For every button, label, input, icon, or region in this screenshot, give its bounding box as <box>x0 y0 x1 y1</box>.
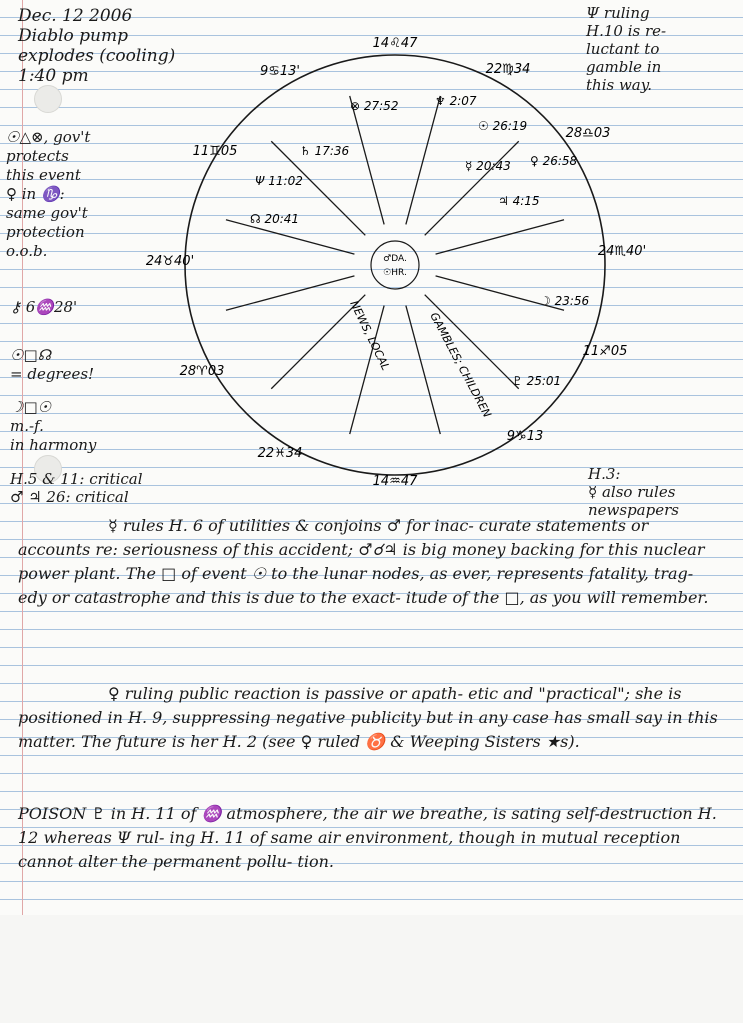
bottom-left-note: H.5 & 11: critical ♂ ♃ 26: critical <box>10 470 143 506</box>
left-note-square-nodes: ☉□☊ = degrees! <box>10 346 95 383</box>
house-spoke <box>350 96 384 224</box>
house-cusp-label: 28♎03 <box>565 126 611 141</box>
house-spoke <box>406 96 440 224</box>
left-note-chiron: ⚷ 6♒28' <box>10 298 78 316</box>
planet-label: ♃ 4:15 <box>498 194 540 208</box>
planet-label: ♀ 26:58 <box>530 154 578 168</box>
header-line3: explodes (cooling) <box>18 46 176 66</box>
left-note-protection: ☉△⊗, gov't protects this event ♀ in ♑: same gov't protection o.o.b. <box>6 128 91 260</box>
binder-hole-top <box>34 85 62 113</box>
center-label-line2: ☉HR. <box>383 268 407 278</box>
paragraph-2: ♀ ruling public reaction is passive or apath- etic and "practical"; she is positioned in H. 9, suppressing negative publicity but in any case has small say in this matter. The future is her H. 2 (see ♀ ruled ♉ & Weeping Sisters ★s). <box>18 684 718 751</box>
house-cusp-label: 14♌47 <box>372 36 418 51</box>
planet-label: ☿ 20:43 <box>465 159 511 173</box>
page-bottom-margin <box>0 915 743 1023</box>
header-right-note: Ψ ruling H.10 is re- luctant to gamble in this way. <box>586 4 667 94</box>
house-cusp-label: 28♈03 <box>179 364 225 379</box>
planet-label: ♄ 17:36 <box>300 144 350 158</box>
astrology-chart <box>140 25 647 505</box>
house-cusp-label: 11♐05 <box>582 344 628 359</box>
planet-label: ♆ 2:07 <box>435 94 477 108</box>
planet-label: Ψ 11:02 <box>255 174 303 188</box>
house-cusp-label: 22♓34 <box>257 446 303 461</box>
house-cusp-label: 22♍34 <box>485 62 531 77</box>
header-line2: Diablo pump <box>18 26 128 46</box>
planet-label: ☽ 23:56 <box>540 294 590 308</box>
planet-label: ⊗ 27:52 <box>350 99 399 113</box>
left-note-harmony: ☽□☉ m.-f. in harmony <box>10 398 97 454</box>
planet-label: ♇ 25:01 <box>512 374 562 388</box>
house-cusp-label: 9♑13 <box>506 429 544 444</box>
planet-positions <box>250 94 590 388</box>
house-spoke <box>226 276 354 310</box>
house-text-news-local: NEWS, LOCAL <box>347 298 393 373</box>
house-cusp-label: 14♒47 <box>372 474 418 489</box>
center-label-line1: ♂DA. <box>383 254 407 264</box>
house-spoke <box>425 141 519 235</box>
planet-label: ☊ 20:41 <box>250 212 300 226</box>
house-cusp-label: 11♊05 <box>192 144 238 159</box>
house-spoke <box>436 220 564 254</box>
planet-label: ☉ 26:19 <box>478 119 528 133</box>
header-date: Dec. 12 2006 <box>18 6 133 26</box>
house-cusp-label: 24♉40' <box>145 254 195 269</box>
chart-center-circle <box>371 241 419 289</box>
house-text-gambles-children: GAMBLES; CHILDREN <box>427 310 494 420</box>
chart-outer-circle <box>185 55 605 475</box>
paragraph-3: POISON ♇ in H. 11 of ♒ atmosphere, the air we breathe, is sating self-destruction H. 12 whereas Ψ rul- ing H. 11 of same air environment, though in mutual reception cannot alter the permanent pollu- tion. <box>18 804 717 871</box>
house-cusp-label: 24♏40' <box>597 244 647 259</box>
house-cusp-label: 9♋13' <box>259 64 301 79</box>
bottom-right-note: H.3: ☿ also rules newspapers <box>588 465 679 519</box>
paragraph-1: ☿ rules H. 6 of utilities & conjoins ♂ for inac- curate statements or accounts re: seriousness of this accident; ♂☌♃ is big money backing for this nuclear power plant. The □ of event ☉ to the lunar nodes, as ever, represents fatality, trag- edy or catastrophe and this is due to the exact- itude of the □, as you will remember. <box>18 516 709 607</box>
header-time: 1:40 pm <box>18 66 89 86</box>
